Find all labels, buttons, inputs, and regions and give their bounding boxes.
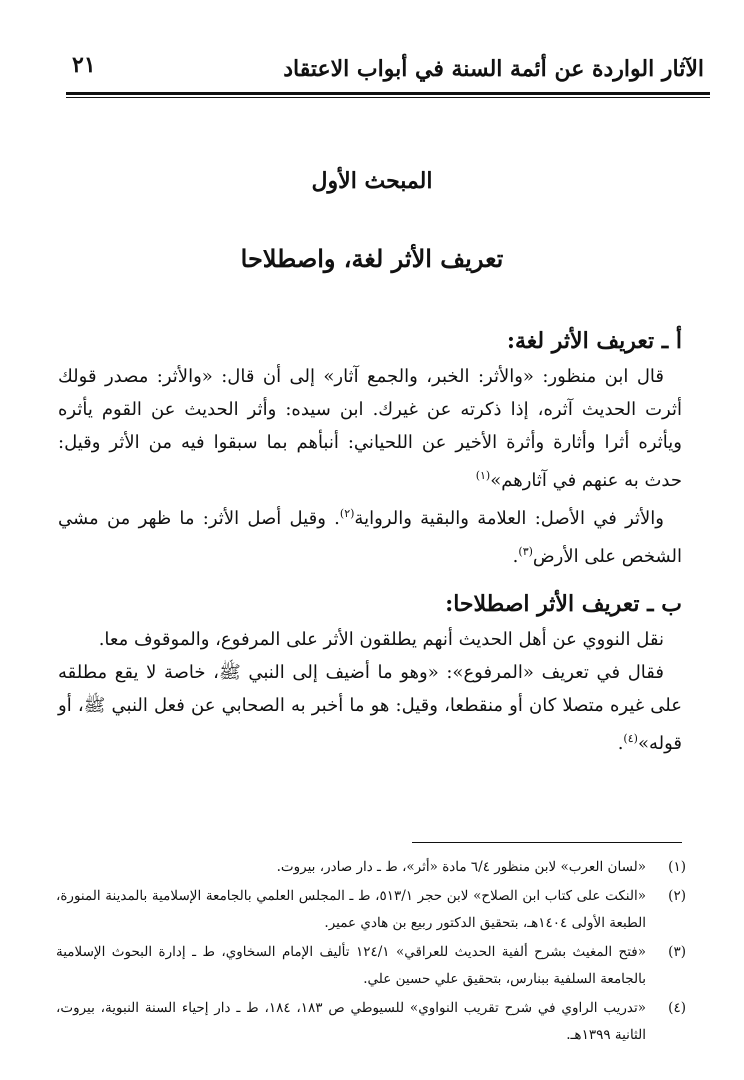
header-rule-thick <box>66 92 710 95</box>
para-text: فقال في تعريف «المرفوع»: «وهو ما أضيف إلى النبي ﷺ، خاصة لا يقع مطلقه على غيره متصلا كان أو منقطعا، وقيل: هو ما أخبر به الصحابي عن فعل النبي ﷺ، أو قوله» <box>58 662 682 754</box>
page-header <box>66 48 714 88</box>
footnote <box>56 939 686 993</box>
footnotes <box>56 854 686 1051</box>
chapter-subtitle: تعريف الأثر لغة، واصطلاحا <box>240 244 504 273</box>
footnote-ref-2: (٢) <box>339 507 355 520</box>
section-b-paragraph-2 <box>58 656 682 760</box>
para-text: والأثر في الأصل: العلامة والبقية والرواية <box>354 508 664 529</box>
para-end: . <box>617 733 624 754</box>
section-a-paragraph-2 <box>58 497 682 573</box>
section-gap <box>58 573 682 591</box>
footnote-ref-1: (١) <box>475 469 491 482</box>
chapter-title: المبحث الأول <box>311 168 433 194</box>
section-a-heading: أ ـ تعريف الأثر لغة: <box>506 328 682 354</box>
footnote-ref-3: (٣) <box>518 545 533 558</box>
footnote <box>56 854 686 881</box>
footnote-ref-4: (٤) <box>623 732 638 745</box>
para-text: . وقيل أصل الأثر: ما ظهر من مشي الشخص على الأرض <box>58 508 682 567</box>
section-b-paragraph-1: نقل النووي عن أهل الحديث أنهم يطلقون الأثر على المرفوع، والموقوف معا. <box>98 629 664 650</box>
running-title: الآثار الواردة عن أئمة السنة في أبواب الاعتقاد <box>283 56 704 82</box>
footnote-number: (١) <box>668 859 686 875</box>
page-number: ٢١ <box>72 52 96 78</box>
section-b-heading: ب ـ تعريف الأثر اصطلاحا: <box>445 591 682 617</box>
para-text: قال ابن منظور: «والأثر: الخبر، والجمع آثار» إلى أن قال: «والأثر: مصدر قولك أثرت الحديث آثره، إذا ذكرته عن غيرك. ابن سيده: وأثر الحديث عن القوم يأثره ويأثره أثرا وأثارة وأثرة الأخير عن اللحياني: أنبأهم بما سبقوا فيه من الأثر وقيل: حدث به عنهم في آثارهم» <box>58 366 682 491</box>
section-a-paragraph-1 <box>58 360 682 497</box>
footnote-text: «تدريب الراوي في شرح تقريب النواوي» للسيوطي ص ١٨٣، ١٨٤، ط ـ دار إحياء السنة النبوية، بيروت، الثانية ١٣٩٩هـ. <box>56 1000 647 1043</box>
para-end: . <box>512 546 519 567</box>
footnote-separator <box>412 842 682 843</box>
footnote-text: «لسان العرب» لابن منظور ٦/٤ مادة «أثر»، ط ـ دار صادر، بيروت. <box>276 859 646 875</box>
footnote <box>56 995 686 1049</box>
main-text <box>58 328 682 760</box>
footnote-text: «النكت على كتاب ابن الصلاح» لابن حجر ٥١٣/١، ط ـ المجلس العلمي بالجامعة الإسلامية بالمدينة المنورة، الطبعة الأولى ١٤٠٤هـ، بتحقيق الدكتور ربيع بن هادي عمير. <box>56 888 646 931</box>
footnote-number: (٣) <box>668 944 686 960</box>
footnote-text: «فتح المغيث بشرح ألفية الحديث للعراقي» ١٢٤/١ تأليف الإمام السخاوي، ط ـ إدارة البحوث الإسلامية بالجامعة السلفية ببنارس، بتحقيق علي حسين علي. <box>56 944 646 987</box>
footnote-number: (٢) <box>668 888 686 904</box>
footnote <box>56 883 686 937</box>
footnote-number: (٤) <box>668 1000 686 1016</box>
header-rule-thin <box>66 97 710 98</box>
